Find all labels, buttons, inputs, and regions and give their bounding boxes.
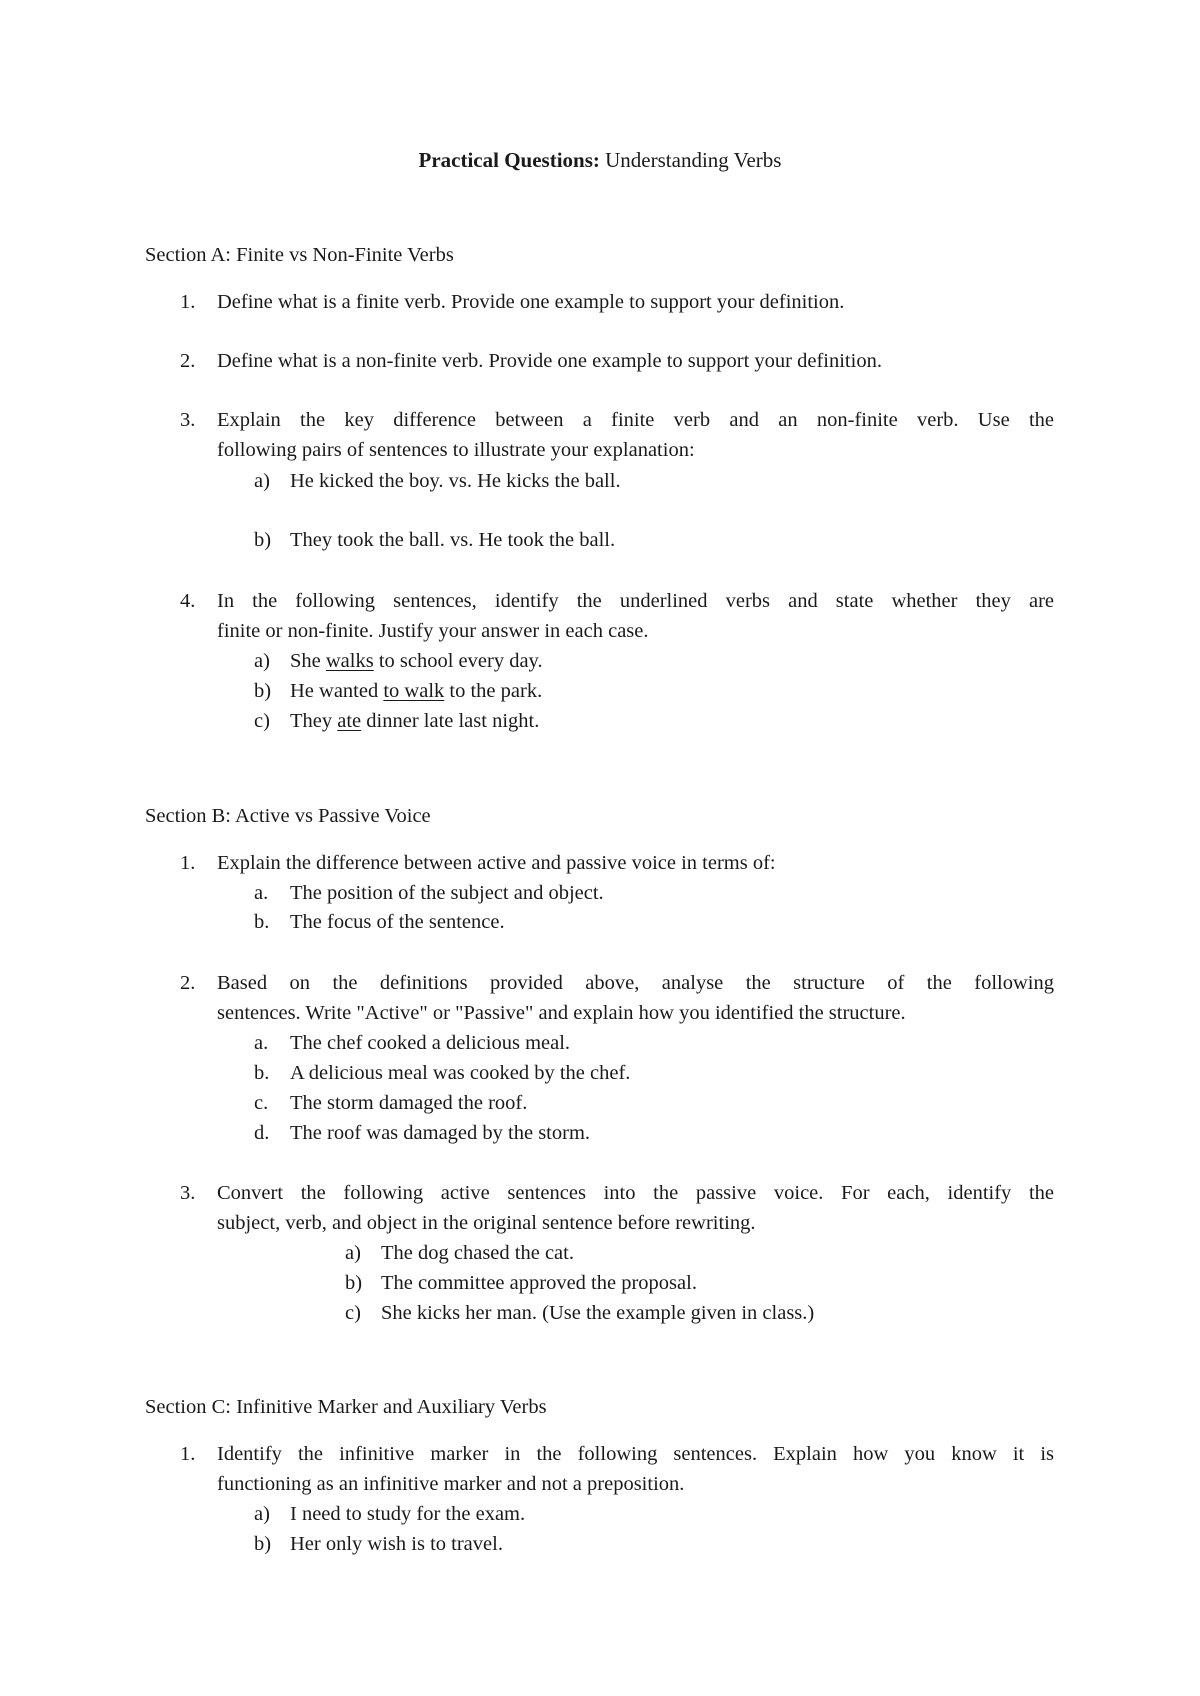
question-text-line: Identify the infinitive marker in the following sentences. Explain how you know it is [217,1443,1054,1465]
subitem-label: b) [345,1272,363,1294]
subitem-label: a) [254,470,270,492]
section-c-heading: Section C: Infinitive Marker and Auxiliary Verbs [145,1396,547,1418]
title-bold: Practical Questions: [418,148,600,172]
page-title [0,150,1200,171]
subitem-text: I need to study for the exam. [290,1503,526,1525]
subitem-text: They took the ball. vs. He took the ball. [290,529,616,551]
subitem-text: The roof was damaged by the storm. [290,1122,591,1144]
question-text-line: functioning as an infinitive marker and not a preposition. [217,1473,685,1495]
question-number: 3. [180,409,196,431]
question-number: 1. [180,1443,196,1465]
question-text-line: following pairs of sentences to illustrate your explanation: [217,439,695,461]
subitem-label: b. [254,1062,270,1084]
subitem-text: The committee approved the proposal. [381,1272,697,1294]
subitem-label: b) [254,680,272,702]
subitem-label: a. [254,1032,269,1054]
subitem-text: A delicious meal was cooked by the chef. [290,1062,631,1084]
title-rest: Understanding Verbs [599,148,782,172]
subitem-label: c. [254,1092,269,1114]
subitem-text: He kicked the boy. vs. He kicks the ball. [290,470,621,492]
question-text-line: sentences. Write "Active" or "Passive" and explain how you identified the structure. [217,1002,906,1024]
question-number: 3. [180,1182,196,1204]
question-text-line: Based on the definitions provided above, analyse the structure of the following [217,972,1054,994]
underlined-verb: ate [337,710,362,732]
question-number: 2. [180,972,196,994]
subitem-label: c) [254,710,270,732]
section-a-heading: Section A: Finite vs Non-Finite Verbs [145,244,454,266]
question-number: 2. [180,350,196,372]
subitem-label: c) [345,1302,361,1324]
subitem-text: The dog chased the cat. [381,1242,574,1264]
text-span: They [290,710,338,732]
question-text-line: Convert the following active sentences into the passive voice. For each, identify the [217,1182,1054,1204]
subitem-text: She kicks her man. (Use the example given in class.) [381,1302,815,1324]
question-text: Define what is a non-finite verb. Provide one example to support your definition. [217,350,882,372]
question-number: 1. [180,852,196,874]
subitem-label: a) [345,1242,361,1264]
text-span: dinner late last night. [361,710,540,732]
question-text: Explain the difference between active and passive voice in terms of: [217,852,776,874]
subitem-label: a) [254,1503,270,1525]
subitem-label: b) [254,529,272,551]
underlined-verb: walks [325,650,374,672]
text-span: He wanted [290,680,384,702]
subitem-text: The chef cooked a delicious meal. [290,1032,571,1054]
question-text-line: finite or non-finite. Justify your answer in each case. [217,620,649,642]
question-text: Define what is a finite verb. Provide one example to support your definition. [217,291,845,313]
subitem-label: a. [254,882,269,904]
subitem-label: b) [254,1533,272,1555]
subitem-label: b. [254,911,270,933]
text-span: She [290,650,326,672]
question-text-line: In the following sentences, identify the underlined verbs and state whether they are [217,590,1054,612]
subitem-text: The position of the subject and object. [290,882,604,904]
subitem-label: a) [254,650,270,672]
subitem-text: The storm damaged the roof. [290,1092,528,1114]
question-number: 1. [180,291,196,313]
question-number: 4. [180,590,196,612]
question-text-line: Explain the key difference between a finite verb and an non-finite verb. Use the [217,409,1054,431]
question-text-line: subject, verb, and object in the original sentence before rewriting. [217,1212,756,1234]
subitem-text [290,681,542,702]
text-span: to the park. [444,680,543,702]
text-span: to school every day. [373,650,543,672]
subitem-text: The focus of the sentence. [290,911,505,933]
section-b-heading: Section B: Active vs Passive Voice [145,805,431,827]
underlined-verb: to walk [383,680,445,702]
subitem-text: Her only wish is to travel. [290,1533,503,1555]
subitem-text [290,651,543,672]
subitem-label: d. [254,1122,270,1144]
subitem-text [290,711,539,732]
